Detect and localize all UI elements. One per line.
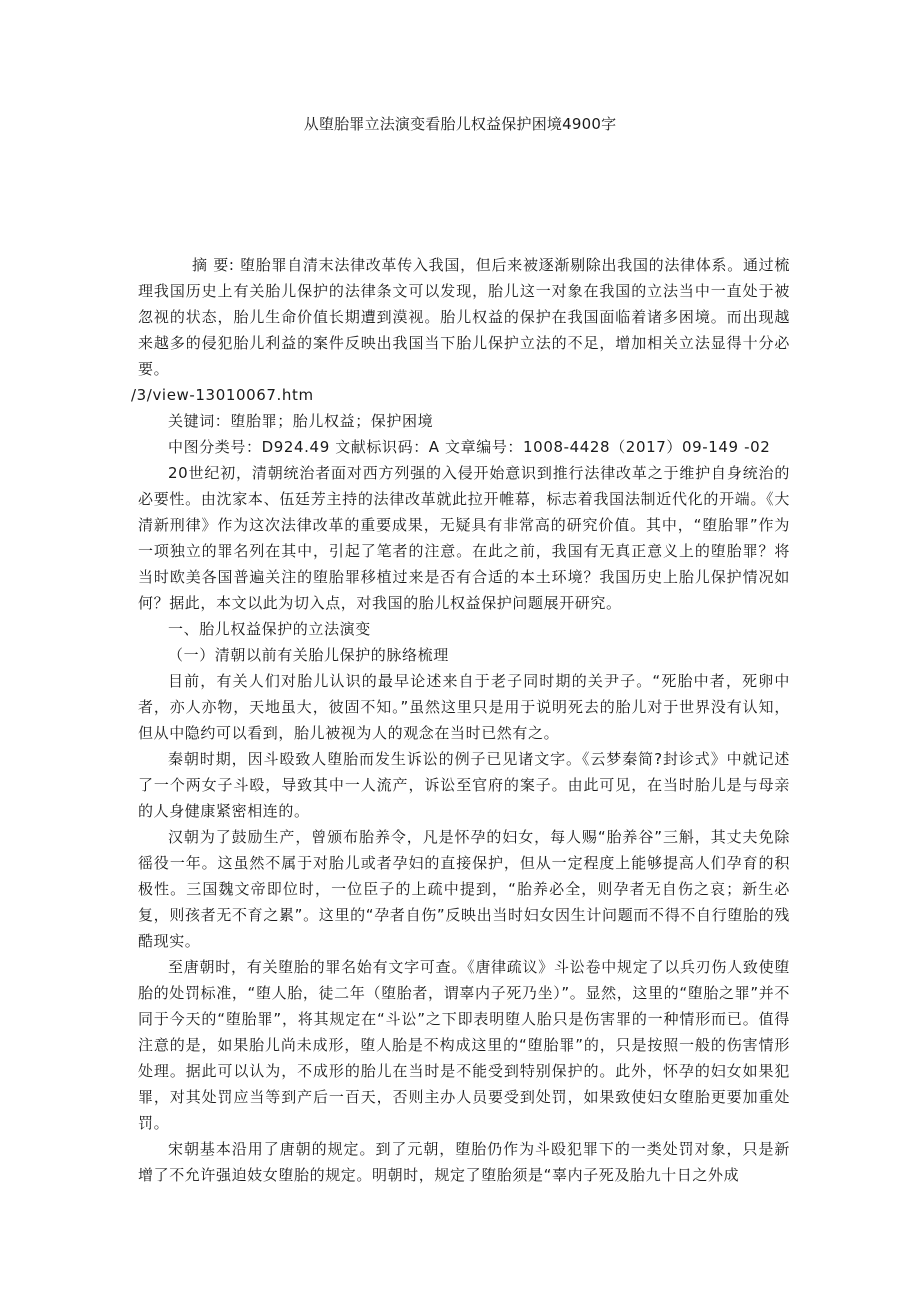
section-heading: 一、胎儿权益保护的立法演变 <box>168 620 371 638</box>
document-body <box>131 252 790 1188</box>
source-url[interactable]: /3/view-13010067.htm <box>131 386 314 404</box>
subsection-heading: （一）清朝以前有关胎儿保护的脉络梳理 <box>168 646 449 664</box>
document-title: 从堕胎罪立法演变看胎儿权益保护困境4900字 <box>303 115 617 133</box>
intro-paragraph: 20世纪初，清朝统治者面对西方列强的入侵开始意识到推行法律改革之于维护自身统治的必要性。由沈家本、伍廷芳主持的法律改革就此拉开帷幕，标志着我国法制近代化的开端。《大清新刑律》作为这次法律改革的重要成果，无疑具有非常高的研究价值。其中，“堕胎罪”作为一项独立的罪名列在其中，引起了笔者的注意。在此之前，我国有无真正意义上的堕胎罪？将当时欧美各国普遍关注的堕胎罪移植过来是否有合适的本土环境？我国历史上胎儿保护情况如何？据此，本文以此为切入点，对我国的胎儿权益保护问题展开研究。 <box>138 464 790 612</box>
body-paragraph: 秦朝时期，因斗殴致人堕胎而发生诉讼的例子已见诸文字。《云梦秦简?封诊式》中就记述了一个两女子斗殴，导致其中一人流产，诉讼至官府的案子。由此可见，在当时胎儿是与母亲的人身健康紧密相连的。 <box>138 750 790 820</box>
body-paragraph: 至唐朝时，有关堕胎的罪名始有文字可查。《唐律疏议》斗讼卷中规定了以兵刃伤人致使堕胎的处罚标准，“堕人胎，徒二年（堕胎者，谓辜内子死乃坐）”。显然，这里的“堕胎之罪”并不同于今天的“堕胎罪”，将其规定在“斗讼”之下即表明堕人胎只是伤害罪的一种情形而已。值得注意的是，如果胎儿尚未成形，堕人胎是不构成这里的“堕胎罪”的，只是按照一般的伤害情形处理。据此可以认为，不成形的胎儿在当时是不能受到特别保护的。此外，怀孕的妇女如果犯罪，对其处罚应当等到产后一百天，否则主办人员要受到处罚，如果致使妇女堕胎更要加重处罚。 <box>138 958 790 1132</box>
body-paragraph: 目前，有关人们对胎儿认识的最早论述来自于老子同时期的关尹子。“死胎中者，死卵中者，亦人亦物，天地虽大，彼固不知。”虽然这里只是用于说明死去的胎儿对于世界没有认知，但从中隐约可以看到，胎儿被视为人的观念在当时已然有之。 <box>138 672 790 742</box>
abstract-paragraph: 摘 要: 堕胎罪自清末法律改革传入我国，但后来被逐渐剔除出我国的法律体系。通过梳理我国历史上有关胎儿保护的法律条文可以发现，胎儿这一对象在我国的立法当中一直处于被忽视的状态，胎儿生命价值长期遭到漠视。胎儿权益的保护在我国面临着诸多困境。而出现越来越多的侵犯胎儿利益的案件反映出我国当下胎儿保护立法的不足，增加相关立法显得十分必要。 <box>138 256 790 378</box>
classification-line: 中图分类号：D924.49 文献标识码：A 文章编号：1008-4428（2017）09-149 -02 <box>168 438 771 456</box>
body-paragraph: 汉朝为了鼓励生产，曾颁布胎养令，凡是怀孕的妇女，每人赐“胎养谷”三斛，其丈夫免除徭役一年。这虽然不属于对胎儿或者孕妇的直接保护，但从一定程度上能够提高人们孕育的积极性。三国魏文帝即位时，一位臣子的上疏中提到，“胎养必全，则孕者无自伤之哀；新生必复，则孩者无不育之累”。这里的“孕者自伤”反映出当时妇女因生计问题而不得不自行堕胎的残酷现实。 <box>138 828 790 950</box>
body-paragraph: 宋朝基本沿用了唐朝的规定。到了元朝，堕胎仍作为斗殴犯罪下的一类处罚对象，只是新增了不允许强迫妓女堕胎的规定。明朝时，规定了堕胎须是“辜内子死及胎九十日之外成 <box>138 1140 790 1184</box>
keywords-line: 关键词：堕胎罪；胎儿权益；保护困境 <box>168 412 434 430</box>
